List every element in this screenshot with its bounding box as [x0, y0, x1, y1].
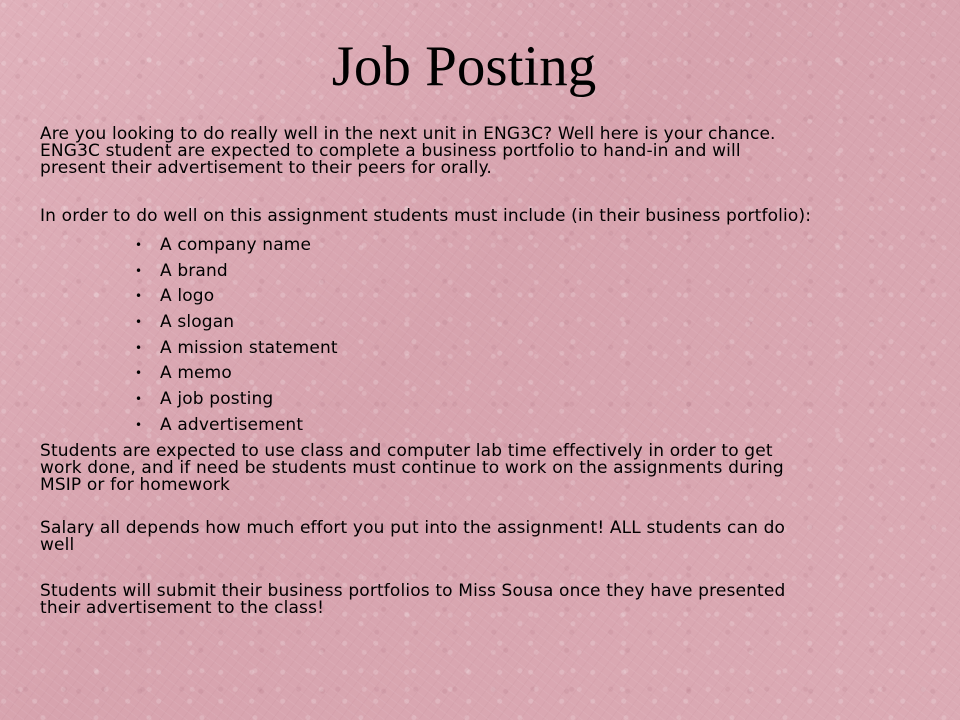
slide-body — [40, 126, 930, 617]
salary-line: Salary all depends how much effort you put into the assignment! ALL students can do — [40, 517, 786, 538]
expectations-line: MSIP or for homework — [40, 474, 231, 495]
intro-paragraph — [40, 126, 930, 177]
paragraph-gap — [40, 494, 930, 520]
salary-paragraph — [40, 517, 930, 555]
list-item-label: A advertisement — [160, 414, 304, 435]
paragraph-gap — [40, 554, 930, 583]
bullet-icon: • — [135, 366, 143, 381]
list-item-label: A slogan — [160, 312, 235, 333]
requirements-lead: In order to do well on this assignment students must include (in their business portfolio): — [40, 206, 812, 226]
submission-line: Students will submit their business portfolios to Miss Sousa once they have presented — [40, 580, 786, 601]
list-item — [135, 361, 930, 387]
list-item-label: A memo — [160, 363, 232, 384]
submission-paragraph — [40, 580, 930, 618]
expectations-paragraph — [40, 440, 930, 495]
list-item — [135, 336, 930, 362]
list-item-label: A logo — [160, 286, 215, 307]
submission-line: their advertisement to the class! — [40, 597, 325, 618]
list-item — [135, 233, 930, 259]
bullet-icon: • — [135, 417, 143, 432]
bullet-icon: • — [135, 263, 143, 278]
list-item — [135, 310, 930, 336]
bullet-icon: • — [135, 289, 143, 304]
intro-line: present their advertisement to their peers for orally. — [40, 158, 492, 178]
list-item-label: A brand — [160, 260, 228, 281]
bullet-icon: • — [135, 238, 143, 252]
expectations-line: work done, and if need be students must continue to work on the assignments during — [40, 457, 784, 478]
list-item — [135, 284, 930, 310]
list-item-label: A mission statement — [160, 337, 338, 358]
list-item-label: A company name — [160, 235, 312, 255]
slide-title: Job Posting — [331, 35, 597, 98]
bullet-icon: • — [135, 315, 143, 330]
salary-line: well — [40, 534, 75, 555]
paragraph-gap — [40, 177, 930, 199]
bullet-icon: • — [135, 340, 143, 355]
requirements-list — [40, 233, 930, 439]
bullet-icon: • — [135, 392, 143, 407]
list-item — [135, 413, 930, 439]
list-item — [135, 387, 930, 413]
list-item — [135, 259, 930, 285]
list-item-label: A job posting — [160, 389, 274, 410]
intro-line: Are you looking to do really well in the next unit in ENG3C? Well here is your chance. — [40, 124, 776, 144]
expectations-line: Students are expected to use class and computer lab time effectively in order to get — [40, 440, 773, 461]
intro-line: ENG3C student are expected to complete a business portfolio to hand-in and will — [40, 141, 741, 161]
